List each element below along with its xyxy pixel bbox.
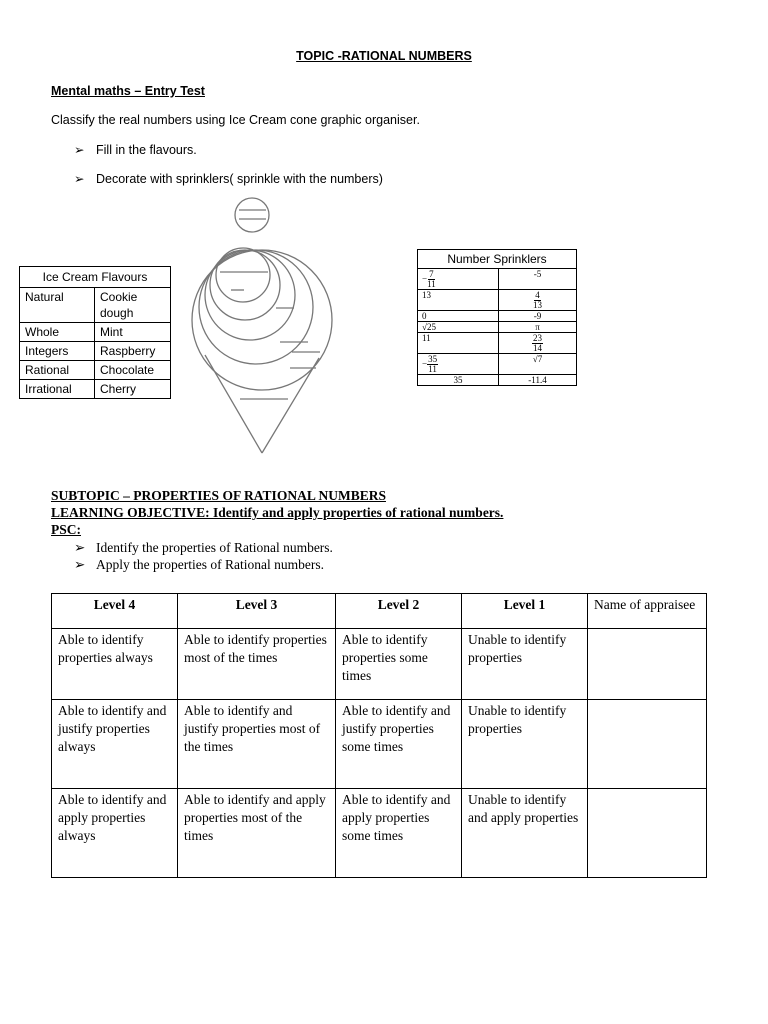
- cone-left-edge: [205, 355, 262, 453]
- table-cell: Able to identify and apply properties most of the times: [178, 789, 336, 878]
- table-row: [418, 269, 577, 290]
- instruction-text: Classify the real numbers using Ice Cream cone graphic organiser.: [51, 113, 420, 127]
- table-row: [418, 322, 577, 333]
- ice-cream-cone-diagram: [190, 195, 350, 465]
- column-header: Level 1: [462, 594, 588, 629]
- table-cell: Unable to identify properties: [462, 629, 588, 700]
- natural-circle: [216, 248, 270, 302]
- appraisee-cell: [588, 789, 707, 878]
- table-cell: Able to identify properties most of the times: [178, 629, 336, 700]
- table-row: [20, 342, 171, 361]
- ice-cream-flavours-table: [19, 266, 171, 399]
- learning-objective: LEARNING OBJECTIVE: Identify and apply properties of rational numbers.: [51, 505, 504, 520]
- column-header: Level 4: [52, 594, 178, 629]
- number-set-cell: Whole: [20, 323, 95, 342]
- flavours-table-title: Ice Cream Flavours: [20, 267, 171, 288]
- table-cell: Able to identify properties always: [52, 629, 178, 700]
- table-cell: Able to identify and justify properties most of the times: [178, 700, 336, 789]
- sprinklers-table-title: Number Sprinklers: [418, 250, 577, 269]
- table-cell: Able to identify and justify properties some times: [336, 700, 462, 789]
- number-set-cell: Natural: [20, 288, 95, 323]
- flavour-cell: Mint: [95, 323, 171, 342]
- arrow-bullet-icon: ➢: [74, 540, 86, 555]
- flavour-cell: Chocolate: [95, 361, 171, 380]
- sprinkle-cell: − $\frac{35}{11}$: [418, 354, 499, 375]
- page-title: TOPIC -RATIONAL NUMBERS: [296, 49, 472, 63]
- subtopic-section: [51, 487, 503, 538]
- fraction: $\frac{7}{11}$: [427, 268, 436, 289]
- psc-item: [74, 557, 324, 573]
- arrow-bullet-icon: ➢: [74, 143, 85, 157]
- sprinkle-cell: √25: [418, 322, 499, 333]
- number-set-cell: Rational: [20, 361, 95, 380]
- table-cell: Unable to identify properties: [462, 700, 588, 789]
- sprinkle-cell: [499, 290, 577, 311]
- sprinkle-cell: √7: [499, 354, 577, 375]
- sprinkle-cell: -11.4: [499, 375, 577, 386]
- table-cell: Able to identify properties some times: [336, 629, 462, 700]
- table-cell: Unable to identify and apply properties: [462, 789, 588, 878]
- sprinkle-cell: 13: [418, 290, 499, 311]
- table-row: [20, 361, 171, 380]
- table-row: [418, 354, 577, 375]
- sprinkle-cell: -5: [499, 269, 577, 290]
- sprinkle-cell: 11: [418, 333, 499, 354]
- column-header: Level 2: [336, 594, 462, 629]
- bullet-item: [74, 171, 383, 186]
- sprinkle-cell: [499, 333, 577, 354]
- fraction: $\frac{35}{11}$: [428, 353, 438, 374]
- psc-item: [74, 540, 333, 556]
- flavour-cell: Cookie dough: [95, 288, 171, 323]
- table-row: [52, 629, 707, 700]
- flavour-cell: Cherry: [95, 380, 171, 399]
- fraction: $\frac{23}{14}$: [533, 332, 542, 353]
- table-row: [52, 700, 707, 789]
- bullet-item: [74, 142, 197, 157]
- sprinkle-cell: π: [499, 322, 577, 333]
- table-row: [418, 333, 577, 354]
- bullet-text: Decorate with sprinklers( sprinkle with the numbers): [96, 172, 383, 186]
- appraisee-cell: [588, 629, 707, 700]
- sprinkle-cell: 0: [418, 311, 499, 322]
- table-cell: Able to identify and justify properties always: [52, 700, 178, 789]
- table-row: [52, 789, 707, 878]
- table-row: [418, 290, 577, 311]
- table-row: [20, 323, 171, 342]
- psc-text: Apply the properties of Rational numbers.: [96, 557, 324, 572]
- number-set-cell: Integers: [20, 342, 95, 361]
- table-cell: Able to identify and apply properties some times: [336, 789, 462, 878]
- sprinkle-cell: 35: [418, 375, 499, 386]
- psc-label: PSC:: [51, 522, 81, 537]
- column-header: Name of appraisee: [588, 594, 707, 629]
- table-row: [20, 380, 171, 399]
- arrow-bullet-icon: ➢: [74, 557, 86, 572]
- table-row: [418, 311, 577, 322]
- assessment-rubric-table: [51, 593, 707, 878]
- entry-test-heading: Mental maths – Entry Test: [51, 84, 205, 98]
- table-row: [418, 375, 577, 386]
- column-header: Level 3: [178, 594, 336, 629]
- fraction: $\frac{4}{13}$: [533, 289, 542, 310]
- bullet-text: Fill in the flavours.: [96, 143, 197, 157]
- number-sprinklers-table: [417, 249, 577, 386]
- psc-text: Identify the properties of Rational numbers.: [96, 540, 333, 555]
- flavour-cell: Raspberry: [95, 342, 171, 361]
- subtopic-title: SUBTOPIC – PROPERTIES OF RATIONAL NUMBERS: [51, 488, 386, 503]
- number-set-cell: Irrational: [20, 380, 95, 399]
- cherry-circle: [235, 198, 269, 232]
- rational-circle: [199, 250, 313, 364]
- table-cell: Able to identify and apply properties always: [52, 789, 178, 878]
- cone-right-edge: [262, 358, 319, 453]
- appraisee-cell: [588, 700, 707, 789]
- table-header-row: [52, 594, 707, 629]
- arrow-bullet-icon: ➢: [74, 172, 85, 186]
- table-row: [20, 288, 171, 323]
- sprinkle-cell: − $\frac{7}{11}$: [418, 269, 499, 290]
- sprinkle-cell: -9: [499, 311, 577, 322]
